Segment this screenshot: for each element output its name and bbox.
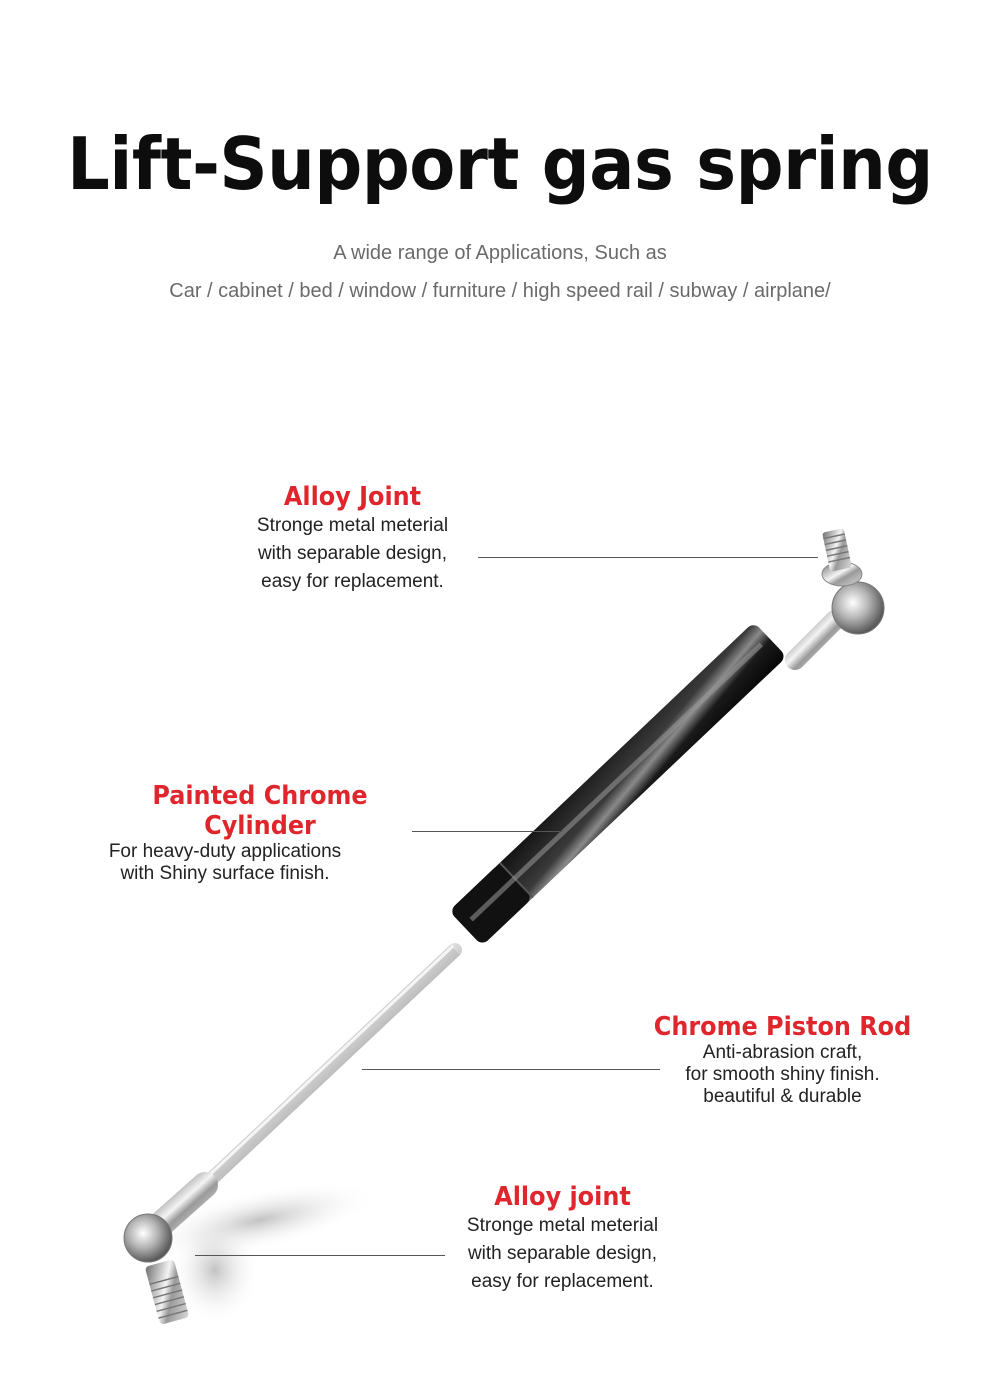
callout-line: beautiful & durable [703,1086,862,1107]
applications-list: Car / cabinet / bed / window / furniture / high speed rail / subway / airplane/ [169,280,831,302]
callout-title: Painted Chrome Cylinder [152,781,368,841]
callout-top-alloy-joint [220,482,485,596]
callout-line: Anti-abrasion craft, [702,1042,863,1063]
callout-line: easy for replacement. [471,1271,654,1292]
page-title: Lift-Support gas spring [67,122,933,206]
callout-line: Stronge metal meterial [256,515,449,536]
callout-line: easy for replacement. [261,571,444,592]
leader-line-cylinder [412,831,562,832]
callout-title: Chrome Piston Rod [653,1012,912,1042]
callout-line: For heavy-duty applications [108,841,342,862]
callout-line: with Shiny surface finish. [120,863,330,884]
leader-line-top-joint [478,557,818,558]
callout-title: Alloy Joint [283,482,422,512]
callout-bottom-alloy-joint [430,1182,695,1296]
callout-line: with separable design, [467,1243,658,1264]
leader-line-bottom-joint [195,1255,445,1256]
applications-intro: A wide range of Applications, Such as [333,242,667,264]
callout-piston-rod [640,1012,925,1108]
callout-line: Stronge metal meterial [466,1215,659,1236]
callout-line: with separable design, [257,543,448,564]
callout-cylinder [80,781,440,885]
leader-line-piston-rod [362,1069,660,1070]
callout-line: for smooth shiny finish. [685,1064,880,1085]
callout-title: Alloy joint [494,1182,631,1212]
